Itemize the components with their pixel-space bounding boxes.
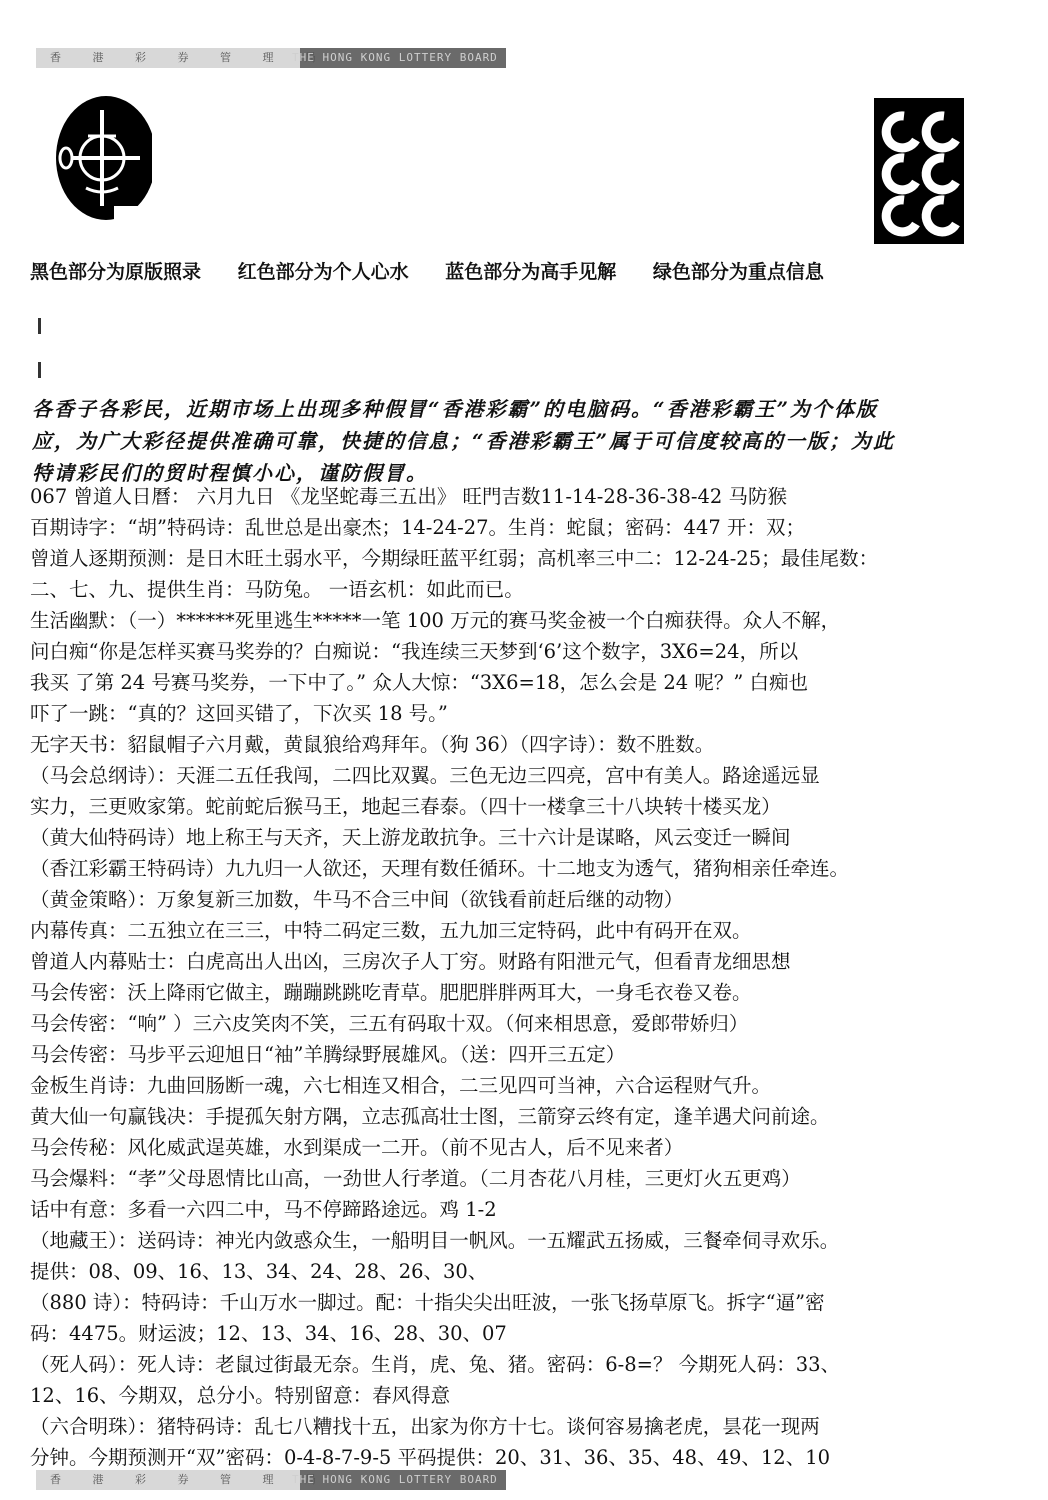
- legend-black: 黑色部分为原版照录: [30, 261, 202, 283]
- text-line: （黄金策略）：万象复新三加数，牛马不合三中间（欲钱看前赶后继的动物）: [30, 888, 684, 911]
- text-line: 无字天书：貂鼠帽子六月戴，黄鼠狼给鸡拜年。（狗 36）（四字诗）：数不胜数。: [30, 733, 715, 756]
- handwritten-notice-line: 特请彩民们的贸时程慎小心，谨防假冒。: [32, 461, 428, 485]
- text-line: 话中有意：多看一六四二中，马不停蹄路途远。鸡 1-2: [30, 1198, 497, 1221]
- text-line: （死人码）：死人诗：老鼠过街最无奈。生肖，虎、兔、猪。密码：6-8=？ 今期死人码：33、: [30, 1353, 841, 1376]
- text-line: （地藏王）：送码诗：神光内敛惑众生，一船明目一帆风。一五耀武五扬威，三餐牵伺寻欢乐。: [30, 1229, 840, 1252]
- text-line: 生活幽默：（一）******死里逃生*****一笔 100 万元的赛马奖金被一个白痴获得。众人不解，: [30, 609, 841, 632]
- text-line: 提供：08、09、16、13、34、24、28、26、30、: [30, 1260, 488, 1283]
- footer-banner-english: THE HONG KONG LOTTERY BOARD: [292, 1473, 498, 1486]
- header-banner: [36, 48, 506, 68]
- legend-blue: 蓝色部分为高手见解: [445, 261, 617, 283]
- footer-banner-chinese: 香 港 彩 券 管 理 局: [36, 1470, 300, 1490]
- text-line: 马会爆料：“孝”父母恩情比山高，一劲世人行孝道。（二月杏花八月桂，三更灯火五更鸡）: [30, 1167, 801, 1190]
- swirl-pattern-logo: [874, 98, 964, 244]
- text-line: 问白痴“你是怎样买赛马奖券的？白痴说：“我连续三天梦到‘6’这个数字，3X6=24，所以: [30, 640, 799, 663]
- header-banner-chinese: 香 港 彩 券 管 理 局: [36, 48, 300, 68]
- text-line: 12、16、今期双，总分小。特别留意：春风得意: [30, 1384, 451, 1407]
- margin-mark: [38, 318, 41, 334]
- text-line: 吓了一跳：“真的？这回买错了，下次买 18 号。”: [30, 702, 448, 725]
- text-line: 曾道人逐期预测：是日木旺土弱水平，今期绿旺蓝平红弱；高机率三中二：12-24-25；最佳尾数：: [30, 547, 879, 570]
- text-line: 金板生肖诗：九曲回肠断一魂，六七相连又相合，二三见四可当神，六合运程财气升。: [30, 1074, 772, 1097]
- text-line: 我买 了第 24 号赛马奖券，一下中了。” 众人大惊：“3X6=18，怎么会是 24 呢？” 白痴也: [30, 671, 809, 694]
- legend-green: 绿色部分为重点信息: [652, 261, 824, 283]
- text-line: 马会传密：“响” ）三六皮笑肉不笑，三五有码取十双。（何来相思意，爱郎带娇归）: [30, 1012, 749, 1035]
- text-line: （880 诗）：特码诗：千山万水一脚过。配：十指尖尖出旺波，一张飞扬草原飞。拆字“逼”密: [30, 1291, 825, 1314]
- text-line: 实力，三更败家第。蛇前蛇后猴马王，地起三春泰。（四十一楼拿三十八块转十楼买龙）: [30, 795, 781, 818]
- handwritten-notice-line: 应，为广大彩径提供准确可靠，快捷的信息；“香港彩霸王”属于可信度较高的一版；为此: [32, 429, 896, 453]
- text-line: 马会传密：马步平云迎旭日“袖”羊腾绿野展雄风。（送：四开三五定）: [30, 1043, 626, 1066]
- footer-banner: [36, 1470, 506, 1490]
- text-line: （马会总纲诗）：天涯二五任我闯，二四比双翼。三色无边三四亮，宫中有美人。路途遥远显: [30, 764, 820, 787]
- color-legend: [30, 257, 854, 284]
- header-banner-english: THE HONG KONG LOTTERY BOARD: [292, 51, 498, 64]
- text-line: 曾道人内幕贴士：白虎高出人出凶，三房次子人丁穷。财路有阳泄元气，但看青龙细思想: [30, 950, 791, 973]
- text-line: （黄大仙特码诗）地上称王与天齐，天上游龙敢抗争。三十六计是谋略，风云变迁一瞬间: [30, 826, 791, 849]
- handwritten-notice-line: 各香子各彩民，近期市场上出现多种假冒“香港彩霸”的电脑码。“香港彩霸王”为个体版: [32, 397, 879, 421]
- text-line: 百期诗字：“胡”特码诗：乱世总是出豪杰；14-24-27。生肖：蛇鼠；密码：447 开：双；: [30, 516, 805, 539]
- text-line: 马会传秘：风化威武逞英雄，水到渠成一二开。（前不见古人，后不见来者）: [30, 1136, 684, 1159]
- text-line: （六合明珠）：猪特码诗：乱七八糟找十五，出家为你方十七。谈何容易擒老虎，昙花一现两: [30, 1415, 820, 1438]
- circle-emblem-logo: [52, 96, 152, 226]
- text-line: 二、七、九、提供生肖：马防兔。 一语玄机：如此而已。: [30, 578, 524, 601]
- text-line: 码：4475。财运波；12、13、34、16、28、30、07: [30, 1322, 507, 1345]
- text-line: 内幕传真：二五独立在三三，中特二码定三数，五九加三定特码，此中有码开在双。: [30, 919, 752, 942]
- text-line: 分钟。今期预测开“双”密码：0-4-8-7-9-5 平码提供：20、31、36、35、48、49、12、10: [30, 1446, 831, 1469]
- margin-mark: [38, 362, 41, 378]
- text-line: 067 曾道人日曆： 六月九日 《龙坚蛇毒三五出》 旺門吉数11-14-28-36-38-42 马防猴: [30, 485, 788, 508]
- legend-red: 红色部分为个人心水: [237, 261, 409, 283]
- text-line: 黄大仙一句赢钱决：手提孤矢射方隅，立志孤高壮士图，三箭穿云终有定，逢羊遇犬问前途。: [30, 1105, 830, 1128]
- text-line: （香江彩霸王特码诗）九九归一人欲还，天理有数任循环。十二地支为透气，猪狗相亲任牵连。: [30, 857, 850, 880]
- text-line: 马会传密：沃上降雨它做主，蹦蹦跳跳吃青草。肥肥胖胖两耳大，一身毛衣卷又卷。: [30, 981, 752, 1004]
